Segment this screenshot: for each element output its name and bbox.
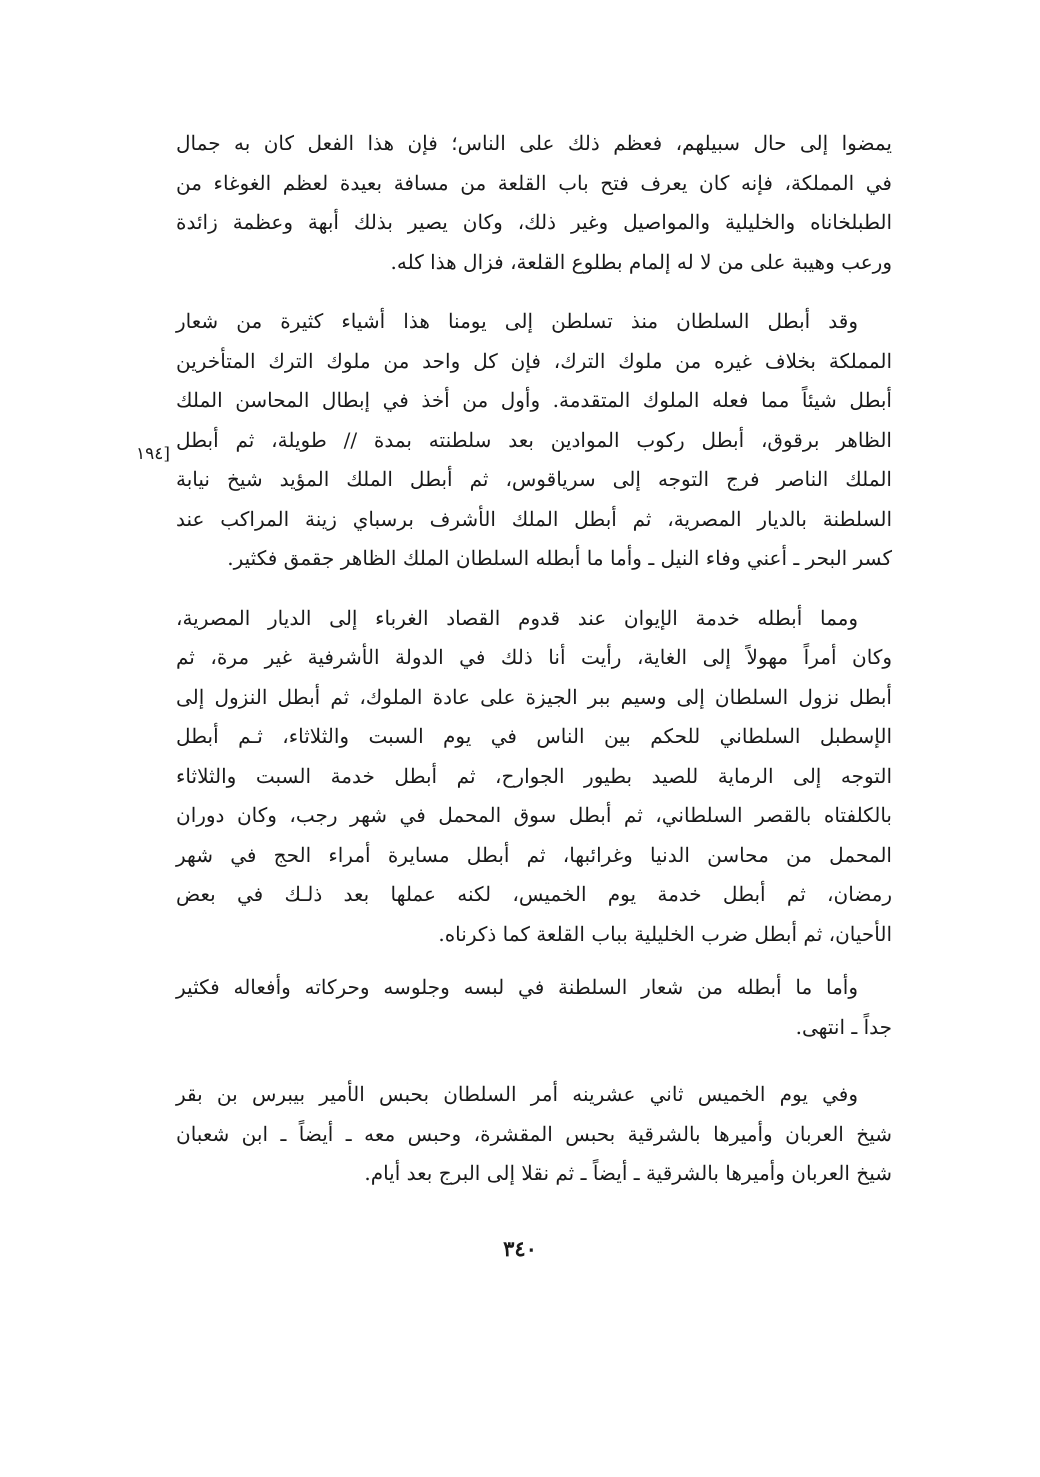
text-line: السلطنة بالديار المصرية، ثم أبطل الملك الأشرف برسباي زينة المراكب عند bbox=[176, 506, 892, 531]
paragraph-2 bbox=[176, 302, 892, 579]
text-line: المحمل من محاسن الدنيا وغرائبها، ثم أبطل مسايرة أمراء الحج في شهر bbox=[176, 842, 892, 867]
paragraph-1 bbox=[176, 124, 892, 282]
text-line: الملك الناصر فرج التوجه إلى سرياقوس، ثم أبطل الملك المؤيد شيخ نيابة bbox=[176, 467, 892, 491]
text-line: ورعب وهيبة على من لا له إلمام بطلوع القلعة، فزال هذا كله. bbox=[390, 249, 892, 274]
text-line: الإسطبل السلطاني للحكم بين الناس في يوم السبت والثلاثاء، ثـم أبطل bbox=[176, 724, 892, 748]
text-line: جداً ـ انتهى. bbox=[795, 1014, 892, 1039]
text-line: وقد أبطل السلطان منذ تسلطن إلى يومنا هذا أشياء كثيرة من شعار bbox=[176, 309, 858, 333]
text-line: بالكلفتاه بالقصر السلطاني، ثم أبطل سوق المحمل في شهر رجب، وكان دوران bbox=[176, 803, 892, 827]
page-number: ٣٤٠ bbox=[503, 1236, 537, 1261]
text-line: الأحيان، ثم أبطل ضرب الخليلية بباب القلعة كما ذكرناه. bbox=[438, 921, 892, 946]
text-line: ومما أبطله خدمة الإيوان عند قدوم القصاد الغرباء إلى الديار المصرية، bbox=[176, 605, 858, 630]
main-text bbox=[176, 124, 892, 1194]
text-line: شيخ العربان وأميرها بالشرقية بحبس المقشرة، وحبس معه ـ أيضاً ـ ابن شعبان bbox=[176, 1121, 892, 1146]
text-line: المملكة بخلاف غيره من ملوك الترك، فإن كل واحد من ملوك الترك المتأخرين bbox=[176, 348, 892, 373]
text-line: وفي يوم الخميس ثاني عشرينه أمر السلطان بحبس الأمير بيبرس بن بقر bbox=[176, 1082, 858, 1106]
text-line: الطبلخاناه والخليلية والمواصيل وغير ذلك، وكان يصير بذلك أبهة وعظمة زائدة bbox=[176, 210, 892, 234]
text-line: كسر البحر ـ أعني وفاء النيل ـ وأما ما أبطله السلطان الملك الظاهر جقمق فكثير. bbox=[227, 546, 892, 570]
text-line: الظاهر برقوق، أبطل ركوب الموادين بعد سلطنته بمدة // طويلة، ثم أبطل bbox=[176, 427, 892, 452]
text-line: أبطل نزول السلطان إلى وسيم ببر الجيزة على عادة الملوك، ثم أبطل النزول إلى bbox=[176, 684, 892, 709]
text-line: في المملكة، فإنه كان يعرف فتح باب القلعة من مسافة بعيدة لعظم الغوغاء من bbox=[176, 170, 892, 195]
text-line: وكان أمراً مهولاً إلى الغاية، رأيت أنا ذلك في الدولة الأشرفية غير مرة، ثم bbox=[176, 645, 892, 669]
paragraph-5 bbox=[176, 1075, 892, 1194]
paragraph-3 bbox=[176, 599, 892, 955]
manuscript-folio-marker: [١٩٤ bbox=[135, 444, 170, 464]
text-line: التوجه إلى الرماية للصيد بطيور الجوارح، ثم أبطل خدمة السبت والثلاثاء bbox=[176, 763, 892, 788]
text-line: أبطل شيئاً مما فعله الملوك المتقدمة. وأول من أخذ في إبطال المحاسن الملك bbox=[176, 388, 892, 412]
text-line: وأما ما أبطله من شعار السلطنة في لبسه وجلوسه وحركاته وأفعاله فكثير bbox=[176, 975, 858, 999]
text-line: يمضوا إلى حال سبيلهم، فعظم ذلك على الناس؛ فإن هذا الفعل كان به جمال bbox=[176, 131, 892, 155]
text-line: رمضان، ثم أبطل خدمة يوم الخميس، لكنه عملها بعد ذلـك في بعض bbox=[176, 882, 892, 906]
text-line: شيخ العربان وأميرها بالشرقية ـ أيضاً ـ ثم نقلا إلى البرج بعد أيام. bbox=[364, 1161, 892, 1185]
paragraph-4 bbox=[176, 968, 892, 1047]
